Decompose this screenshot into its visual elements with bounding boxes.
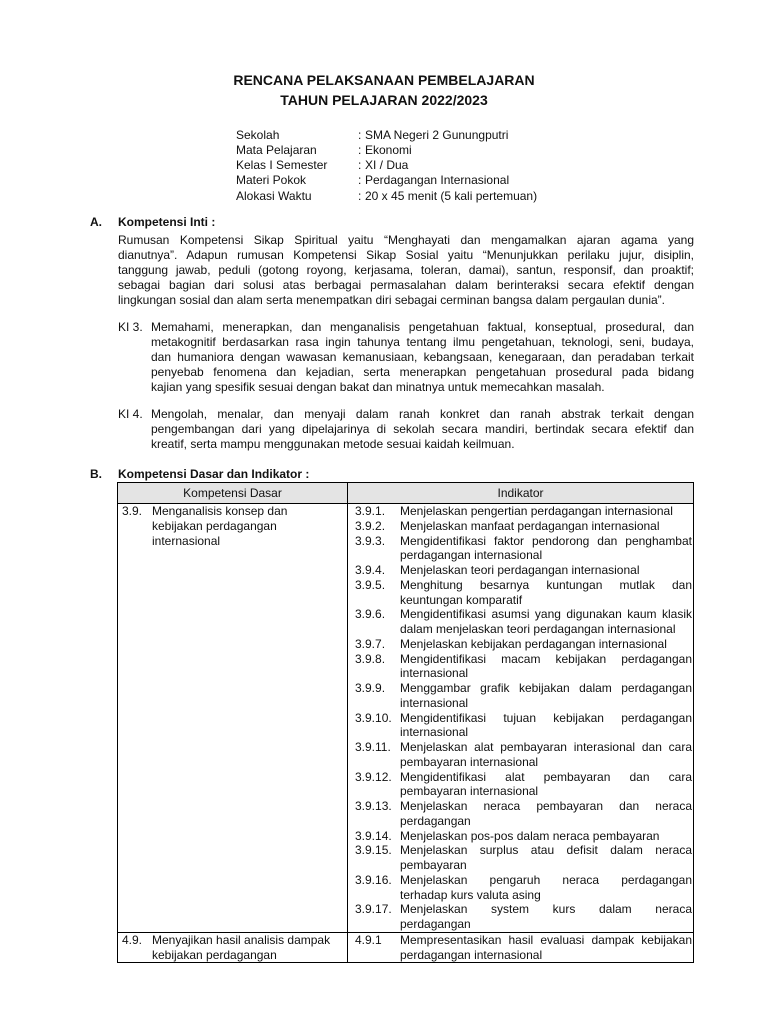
indicator-text bbox=[400, 607, 692, 637]
indicator-number: 3.9.5. bbox=[355, 577, 386, 592]
ki-item bbox=[118, 320, 694, 395]
indicator-item bbox=[355, 873, 692, 903]
indicator-text bbox=[400, 637, 692, 652]
text-line: perdagangan bbox=[400, 917, 471, 931]
text-line: Menjelaskan teori perdagangan internasional bbox=[400, 563, 640, 577]
text-line: terhadap kurs valuta asing bbox=[400, 887, 541, 902]
identity-separator: : bbox=[358, 127, 362, 142]
section-a-heading bbox=[90, 215, 215, 230]
text-line: Mengidentifikasi faktor pendorong dan penghambat bbox=[400, 533, 692, 548]
kd-description bbox=[152, 504, 343, 932]
indicator-item bbox=[355, 711, 692, 741]
ki-text bbox=[151, 407, 694, 452]
indicator-text bbox=[400, 873, 692, 903]
kompetensi-inti-list bbox=[118, 320, 694, 464]
text-line: Menjelaskan manfaat perdagangan internasional bbox=[400, 518, 660, 533]
identity-value: Ekonomi bbox=[365, 142, 412, 157]
indicator-item bbox=[355, 519, 692, 534]
indicator-number: 3.9.11. bbox=[355, 740, 391, 754]
section-marker: B. bbox=[90, 466, 102, 481]
indicator-number: 3.9.2. bbox=[355, 518, 386, 533]
indicator-number: 3.9.6. bbox=[355, 607, 386, 622]
section-marker: A. bbox=[90, 214, 102, 229]
identity-value: SMA Negeri 2 Gunungputri bbox=[365, 127, 509, 142]
indicator-number: 3.9.12. bbox=[355, 769, 392, 784]
indicator-item bbox=[355, 681, 692, 711]
indicator-item bbox=[355, 799, 692, 829]
text-line: penyebab fenomena dan kejadian, serta menerapkan pengetahuan prosedural pada bidang bbox=[151, 364, 694, 379]
identity-separator: : bbox=[358, 188, 362, 203]
identity-separator: : bbox=[358, 173, 362, 188]
text-line: Menjelaskan pengaruh neraca perdagangan bbox=[400, 872, 692, 887]
identity-label: Sekolah bbox=[236, 127, 280, 142]
text-line: Mempresentasikan hasil evaluasi dampak kebijakan bbox=[400, 932, 692, 947]
text-line: metakognitif berdasarkan rasa ingin tahunya tentang ilmu pengetahuan, teknologi, seni, budaya, bbox=[151, 334, 694, 349]
indicator-text bbox=[400, 740, 692, 770]
text-line: Memahami, menerapkan, dan menganalisis pengetahuan faktual, konseptual, prosedural, dan bbox=[151, 319, 694, 334]
indicator-item bbox=[355, 829, 692, 844]
text-line: dan humaniora dengan wawasan kemanusiaan, kebangsaan, kenegaraan, dan peradaban terkait bbox=[151, 349, 694, 364]
text-line: Menjelaskan kebijakan perdagangan internasional bbox=[400, 636, 667, 651]
indicator-number: 3.9.13. bbox=[355, 799, 392, 813]
indicator-item bbox=[355, 843, 692, 873]
identity-label: Mata Pelajaran bbox=[236, 142, 317, 157]
indicator-number: 3.9.15. bbox=[355, 843, 392, 858]
ki-label: KI 4. bbox=[118, 406, 143, 421]
indicator-text bbox=[400, 843, 692, 873]
kd-number: 4.9. bbox=[122, 932, 143, 947]
section-title: Kompetensi Inti : bbox=[118, 214, 216, 229]
identity-separator: : bbox=[358, 142, 362, 157]
indicator-number: 3.9.4. bbox=[355, 563, 386, 577]
text-line: Mengidentifikasi alat pembayaran dan cara bbox=[400, 769, 692, 784]
indikator-cell bbox=[348, 933, 693, 963]
indicator-text bbox=[400, 652, 692, 682]
text-line: pengembangan dari yang dipelajarinya di sekolah secara mandiri, bertindak secara efektif dan bbox=[151, 421, 694, 436]
indicator-text bbox=[400, 770, 692, 800]
text-line: dalam menjelaskan teori perdagangan internasional bbox=[400, 622, 676, 636]
text-line: Menggambar grafik kebijakan dalam perdagangan bbox=[400, 681, 692, 695]
text-line: perdagangan bbox=[400, 813, 471, 828]
ki-label: KI 3. bbox=[118, 319, 143, 334]
table-body bbox=[118, 504, 693, 963]
indicator-number: 3.9.7. bbox=[355, 636, 386, 651]
indicator-number: 3.9.3. bbox=[355, 533, 386, 548]
document-title bbox=[0, 70, 768, 110]
text-line: sebagai bagian dari solusi atas berbagai permasalahan dalam berinteraksi secara efektif dengan bbox=[118, 277, 694, 292]
indicator-number: 3.9.10. bbox=[355, 710, 392, 725]
text-line: Menjelaskan alat pembayaran interasional dan cara bbox=[400, 740, 692, 754]
indicator-item bbox=[355, 770, 692, 800]
header-kompetensi-dasar: Kompetensi Dasar bbox=[118, 483, 348, 503]
text-line: kajian yang spesifik sesuai dengan bakat dan minatnya untuk memecahkan masalah. bbox=[151, 379, 605, 394]
kompetensi-dasar-cell bbox=[118, 933, 348, 963]
section-b-heading bbox=[90, 467, 309, 482]
indicator-text bbox=[400, 534, 692, 564]
section-title: Kompetensi Dasar dan Indikator : bbox=[118, 466, 310, 481]
identity-row-mata-pelajaran bbox=[236, 143, 656, 158]
indicator-text bbox=[400, 711, 692, 741]
indicator-item bbox=[355, 504, 692, 519]
identity-table bbox=[236, 128, 656, 204]
text-line: Menjelaskan pengertian perdagangan internasional bbox=[400, 504, 673, 518]
indicator-number: 3.9.16. bbox=[355, 872, 392, 887]
text-line: Menjelaskan surplus atau defisit dalam neraca bbox=[400, 843, 692, 858]
title-line-1: RENCANA PELAKSANAAN PEMBELAJARAN bbox=[233, 72, 535, 88]
indicator-text bbox=[400, 519, 692, 534]
text-line: Rumusan Kompetensi Sikap Spiritual yaitu “Menghayati dan mengamalkan ajaran agama yang bbox=[118, 232, 694, 247]
kompetensi-dasar-cell bbox=[118, 504, 348, 932]
text-line: internasional bbox=[152, 533, 221, 548]
text-line: perdagangan internasional bbox=[400, 548, 543, 563]
identity-value: Perdagangan Internasional bbox=[365, 173, 510, 188]
table-row bbox=[118, 504, 693, 933]
text-line: lingkungan sosial dan alam serta menempatkan diri sebagai cerminan bangsa dalam pergaulan dunia”. bbox=[118, 292, 666, 307]
ki-item bbox=[118, 407, 694, 452]
identity-row-sekolah bbox=[236, 128, 656, 143]
identity-label: Materi Pokok bbox=[236, 173, 307, 188]
table-header-row bbox=[118, 483, 693, 504]
text-line: pembayaran internasional bbox=[400, 754, 539, 769]
indicator-text bbox=[400, 681, 692, 711]
text-line: Menganalisis konsep dan bbox=[152, 504, 288, 518]
title-line-2: TAHUN PELAJARAN 2022/2023 bbox=[280, 92, 488, 108]
indicator-text bbox=[400, 933, 692, 963]
identity-label: Kelas I Semester bbox=[236, 158, 328, 172]
identity-row-materi-pokok bbox=[236, 173, 656, 188]
identity-row-kelas-semester bbox=[236, 158, 656, 173]
indikator-cell bbox=[348, 504, 693, 932]
text-line: perdagangan internasional bbox=[400, 947, 543, 962]
text-line: kebijakan perdagangan bbox=[152, 947, 277, 962]
text-line: Mengidentifikasi macam kebijakan perdagangan bbox=[400, 651, 692, 666]
kd-number: 3.9. bbox=[122, 504, 143, 518]
text-line: Menjelaskan system kurs dalam neraca bbox=[400, 902, 692, 917]
text-line: Mengidentifikasi tujuan kebijakan perdagangan bbox=[400, 710, 692, 725]
table-row bbox=[118, 933, 693, 964]
text-line: Mengolah, menalar, dan menyaji dalam ranah konkret dan ranah abstrak terkait dengan bbox=[151, 406, 694, 421]
text-line: pembayaran bbox=[400, 858, 467, 872]
indicator-text bbox=[400, 799, 692, 829]
text-line: pembayaran internasional bbox=[400, 784, 539, 799]
indicator-item bbox=[355, 652, 692, 682]
indicator-text bbox=[400, 563, 692, 578]
indicator-item bbox=[355, 563, 692, 578]
text-line: tanggung jawab, peduli (gotong royong, kerjasama, toleran, damai), santun, responsif, dan proaktif; bbox=[118, 262, 694, 277]
text-line: Mengidentifikasi asumsi yang digunakan kaum klasik bbox=[400, 607, 692, 622]
identity-separator: : bbox=[358, 158, 362, 172]
indicator-text bbox=[400, 902, 692, 932]
indicator-item bbox=[355, 740, 692, 770]
kompetensi-inti-intro-paragraph bbox=[118, 233, 694, 308]
indicator-number: 3.9.1. bbox=[355, 504, 386, 518]
text-line: internasional bbox=[400, 666, 469, 681]
indicator-number: 3.9.9. bbox=[355, 681, 386, 695]
text-line: kreatif, serta mampu menggunakan metode sesuai kaidah keilmuan. bbox=[151, 436, 515, 451]
text-line: keuntungan komparatif bbox=[400, 592, 523, 607]
text-line: Menjelaskan neraca pembayaran dan neraca bbox=[400, 799, 692, 813]
indicator-number: 3.9.8. bbox=[355, 651, 386, 666]
identity-value: 20 x 45 menit (5 kali pertemuan) bbox=[365, 188, 538, 203]
indicator-text bbox=[400, 504, 692, 519]
text-line: kebijakan perdagangan bbox=[152, 518, 277, 533]
identity-value: XI / Dua bbox=[365, 158, 409, 172]
indicator-number: 3.9.17. bbox=[355, 902, 392, 917]
text-line: Menghitung besarnya kuntungan mutlak dan bbox=[400, 577, 692, 592]
text-line: Menjelaskan pos-pos dalam neraca pembayaran bbox=[400, 828, 660, 843]
text-line: dianutnya”. Adapun rumusan Kompetensi Sikap Sosial yaitu “Menunjukkan perilaku jujur, disiplin, bbox=[118, 247, 694, 262]
identity-label: Alokasi Waktu bbox=[236, 188, 312, 203]
indicator-item bbox=[355, 637, 692, 652]
indicator-item bbox=[355, 902, 692, 932]
indicator-item bbox=[355, 578, 692, 608]
indicator-text bbox=[400, 578, 692, 608]
text-line: internasional bbox=[400, 695, 469, 710]
text-line: internasional bbox=[400, 725, 469, 740]
indicator-text bbox=[400, 829, 692, 844]
indicator-item bbox=[355, 607, 692, 637]
ki-text bbox=[151, 320, 694, 395]
kompetensi-dasar-table bbox=[117, 482, 694, 963]
indicator-item bbox=[355, 933, 692, 963]
indicator-number: 4.9.1 bbox=[355, 932, 382, 947]
indicator-number: 3.9.14. bbox=[355, 828, 392, 843]
identity-row-alokasi-waktu bbox=[236, 189, 656, 204]
header-indikator: Indikator bbox=[497, 486, 544, 500]
text-line: Menyajikan hasil analisis dampak bbox=[152, 932, 331, 947]
indicator-item bbox=[355, 534, 692, 564]
kd-description bbox=[152, 933, 343, 963]
